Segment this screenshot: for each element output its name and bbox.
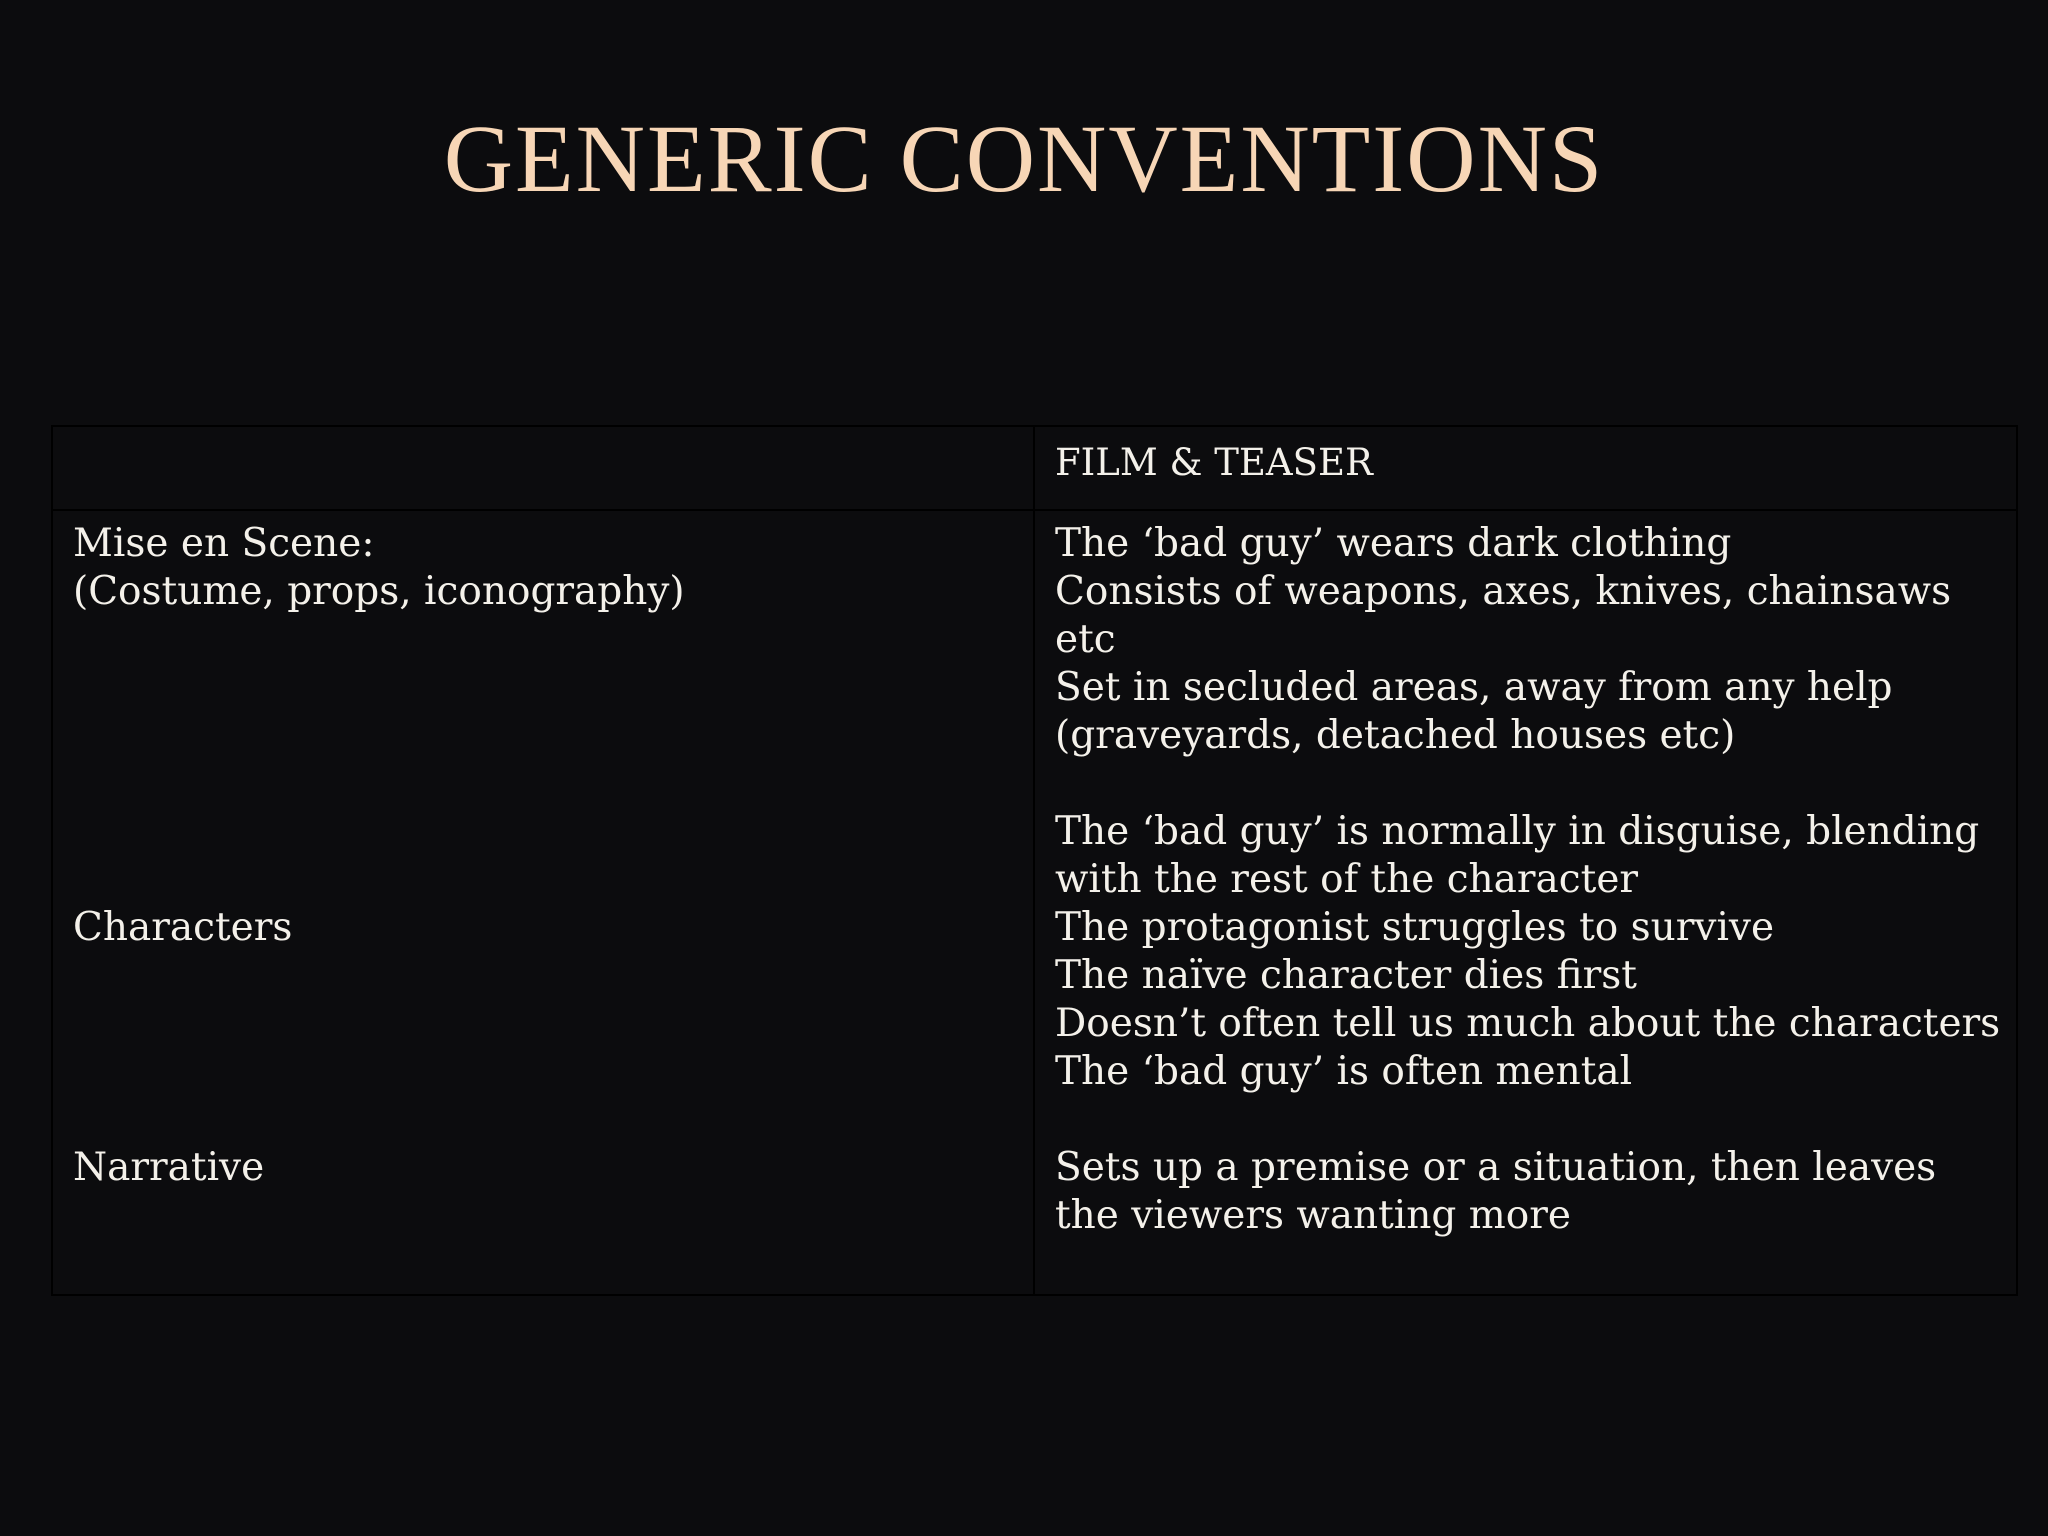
convention-line: Doesn’t often tell us much about the characters (1055, 1001, 2001, 1046)
category-narrative: Narrative (73, 1145, 265, 1190)
convention-line: with the rest of the character (1055, 857, 1639, 902)
convention-line: The naïve character dies first (1055, 953, 1637, 998)
convention-line: The ‘bad guy’ is often mental (1055, 1049, 1633, 1094)
header-label-film-teaser: FILM & TEASER (1055, 441, 1373, 484)
convention-line: The ‘bad guy’ wears dark clothing (1055, 521, 1732, 566)
table-header-row (52, 426, 2017, 510)
convention-line: Sets up a premise or a situation, then leaves (1055, 1145, 1937, 1190)
category-characters: Characters (73, 905, 293, 950)
convention-line: The protagonist struggles to survive (1055, 905, 1775, 950)
convention-line: etc (1055, 617, 1116, 662)
convention-line: (graveyards, detached houses etc) (1055, 713, 1736, 758)
conventions-cell (1034, 510, 2017, 1295)
category-mise-en-scene-detail: (Costume, props, iconography) (73, 569, 685, 614)
convention-line: the viewers wanting more (1055, 1193, 1571, 1238)
category-cell (52, 510, 1034, 1295)
slide-title: GENERIC CONVENTIONS (443, 105, 1605, 212)
header-cell-film-teaser (1034, 426, 2017, 510)
header-cell-empty (52, 426, 1034, 510)
conventions-table (51, 425, 2018, 1296)
category-mise-en-scene: Mise en Scene: (73, 521, 375, 566)
convention-line: Consists of weapons, axes, knives, chainsaws (1055, 569, 1952, 614)
convention-line: Set in secluded areas, away from any help (1055, 665, 1893, 710)
convention-line: The ‘bad guy’ is normally in disguise, blending (1055, 809, 1980, 854)
table-body-row (52, 510, 2017, 1295)
